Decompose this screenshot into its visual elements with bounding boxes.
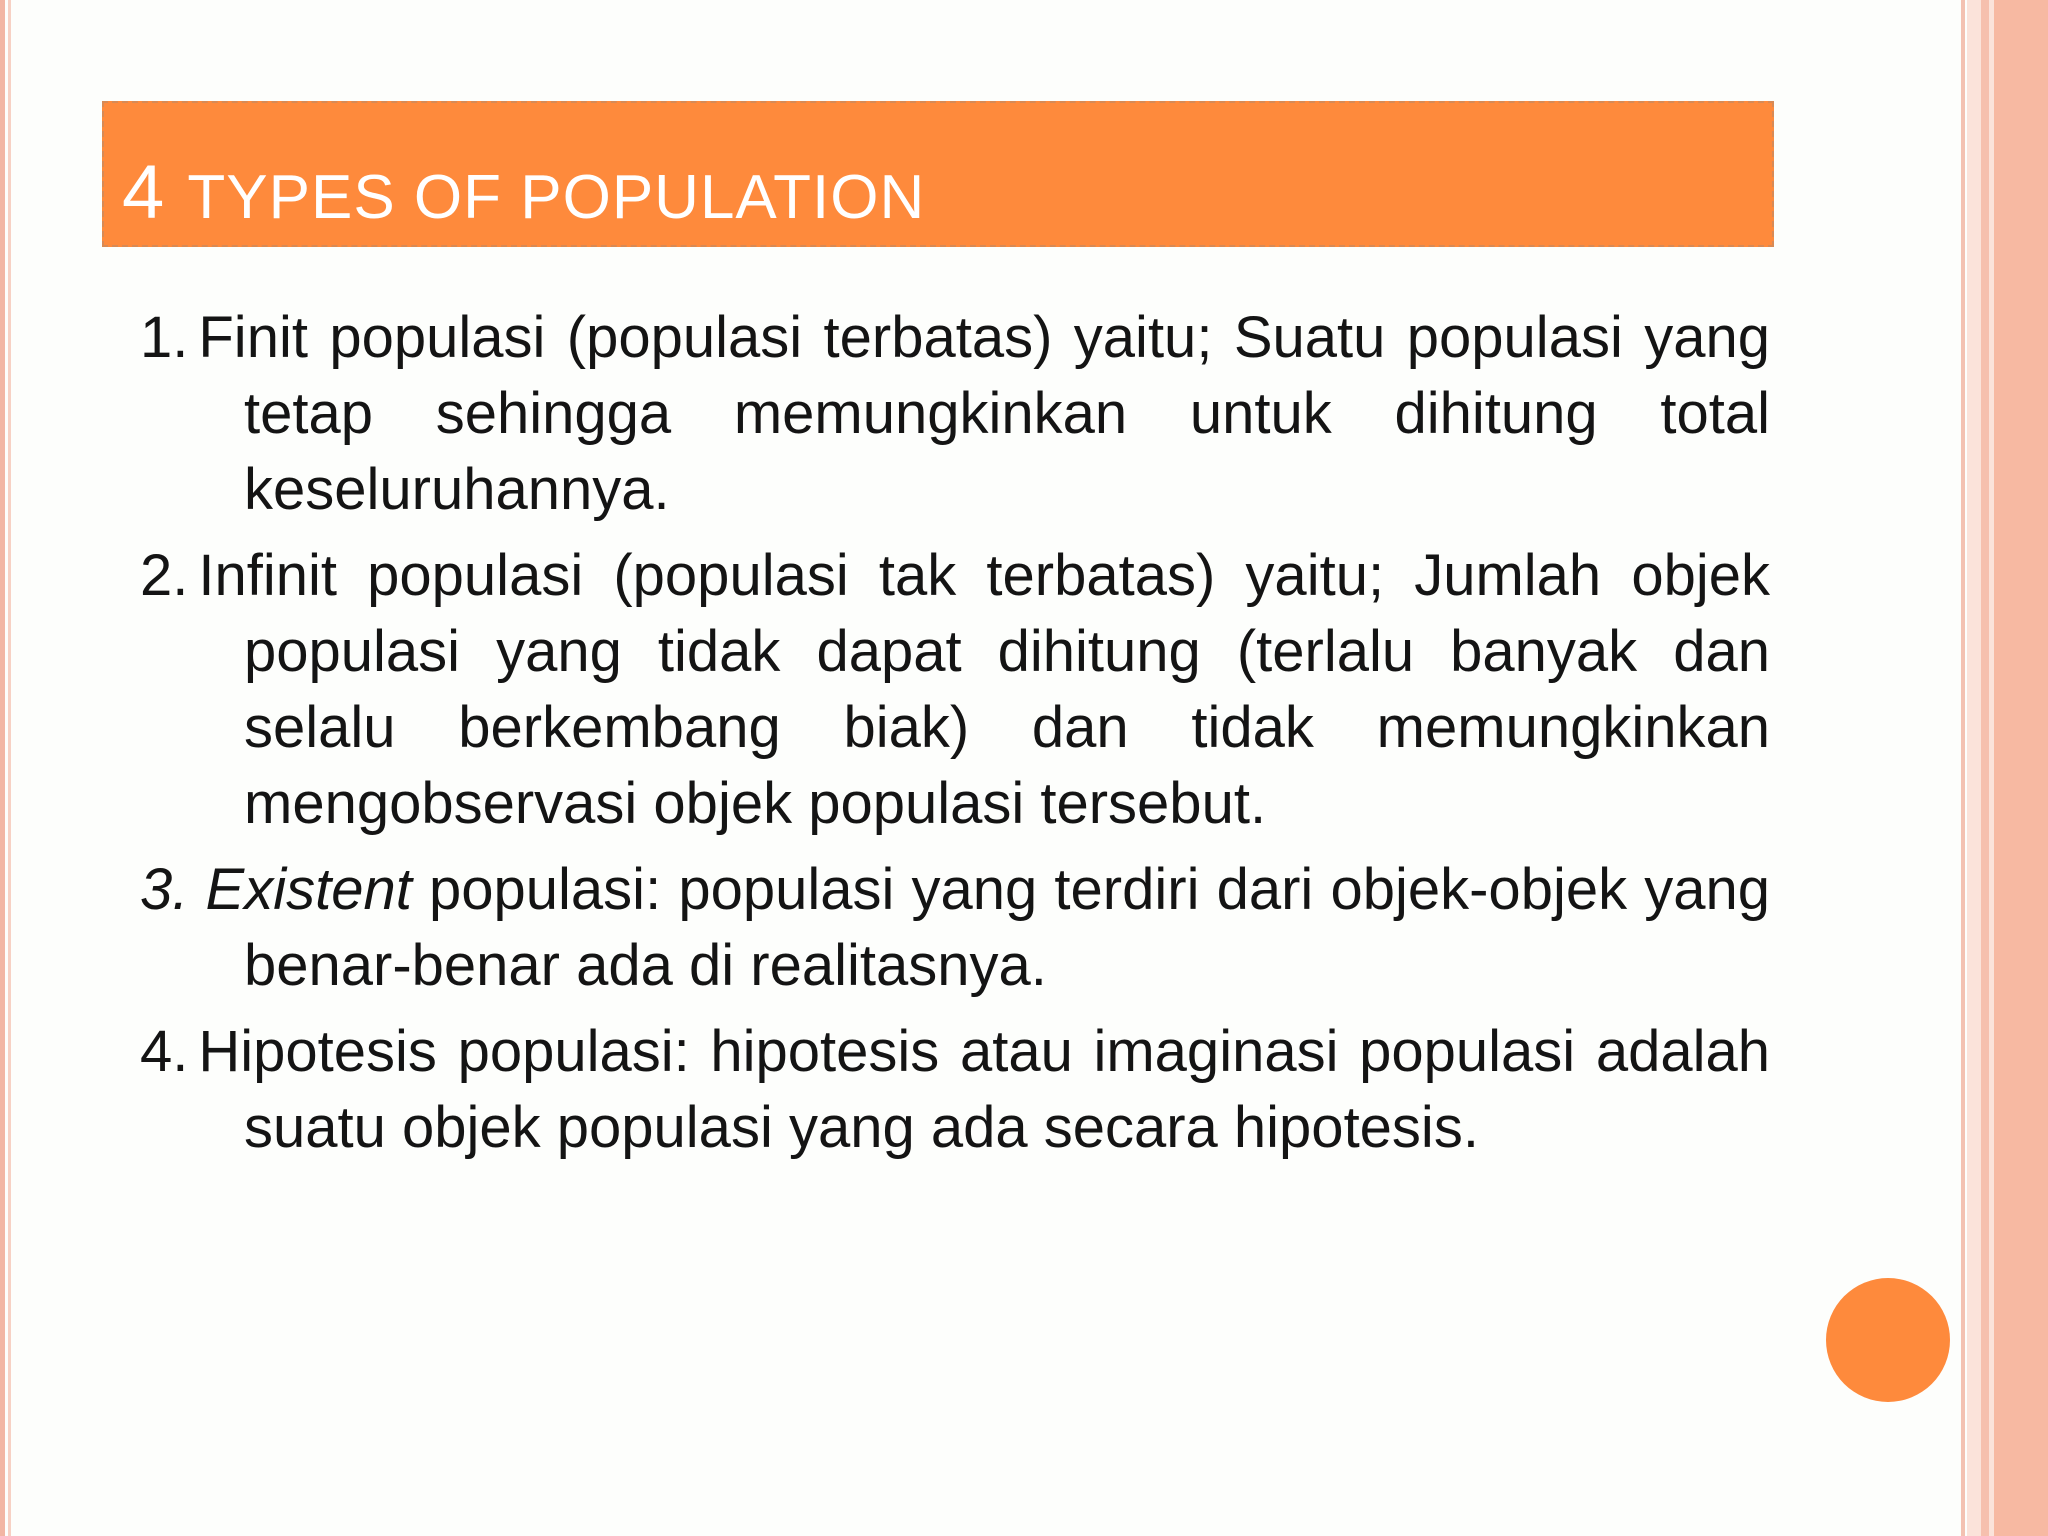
list-item-text: Hipotesis populasi: hipotesis atau imaginasi populasi adalah suatu objek populasi yang ada secara hipotesis. bbox=[198, 1019, 1770, 1160]
title-banner bbox=[102, 101, 1774, 247]
slide-title bbox=[122, 150, 926, 235]
list-item-number: 3. bbox=[140, 857, 189, 922]
list-item-text: Finit populasi (populasi terbatas) yaitu; Suatu populasi yang tetap sehingga memungkinkan untuk dihitung total keseluruhannya. bbox=[198, 305, 1770, 522]
slide-title-text: TYPES OF POPULATION bbox=[187, 163, 926, 232]
list-item-number: 2. bbox=[140, 543, 189, 608]
list-item-text: populasi: populasi yang terdiri dari objek-objek yang benar-benar ada di realitasnya. bbox=[244, 857, 1771, 998]
decorative-circle bbox=[1826, 1278, 1950, 1402]
list-item bbox=[140, 1014, 1770, 1166]
slide-title-number: 4 bbox=[122, 150, 166, 235]
list-item bbox=[140, 538, 1770, 842]
list-item-number: 1. bbox=[140, 305, 189, 370]
left-border-stripe bbox=[0, 0, 5, 1536]
list-item-text: Infinit populasi (populasi tak terbatas) yaitu; Jumlah objek populasi yang tidak dapat dihitung (terlalu banyak dan selalu berkembang biak) dan tidak memungkinkan mengobservasi objek populasi tersebut. bbox=[198, 543, 1770, 836]
list-item-term: Existent bbox=[205, 857, 412, 922]
list-item bbox=[140, 300, 1770, 528]
population-types-list bbox=[140, 300, 1770, 1176]
list-item bbox=[140, 852, 1770, 1004]
right-border-stripe bbox=[1961, 0, 1965, 1536]
right-border-band bbox=[1994, 0, 2048, 1536]
list-item-number: 4. bbox=[140, 1019, 189, 1084]
left-border-stripe-inner bbox=[8, 0, 11, 1536]
right-border-stripe bbox=[1967, 0, 1981, 1536]
right-border-stripe bbox=[1981, 0, 1989, 1536]
